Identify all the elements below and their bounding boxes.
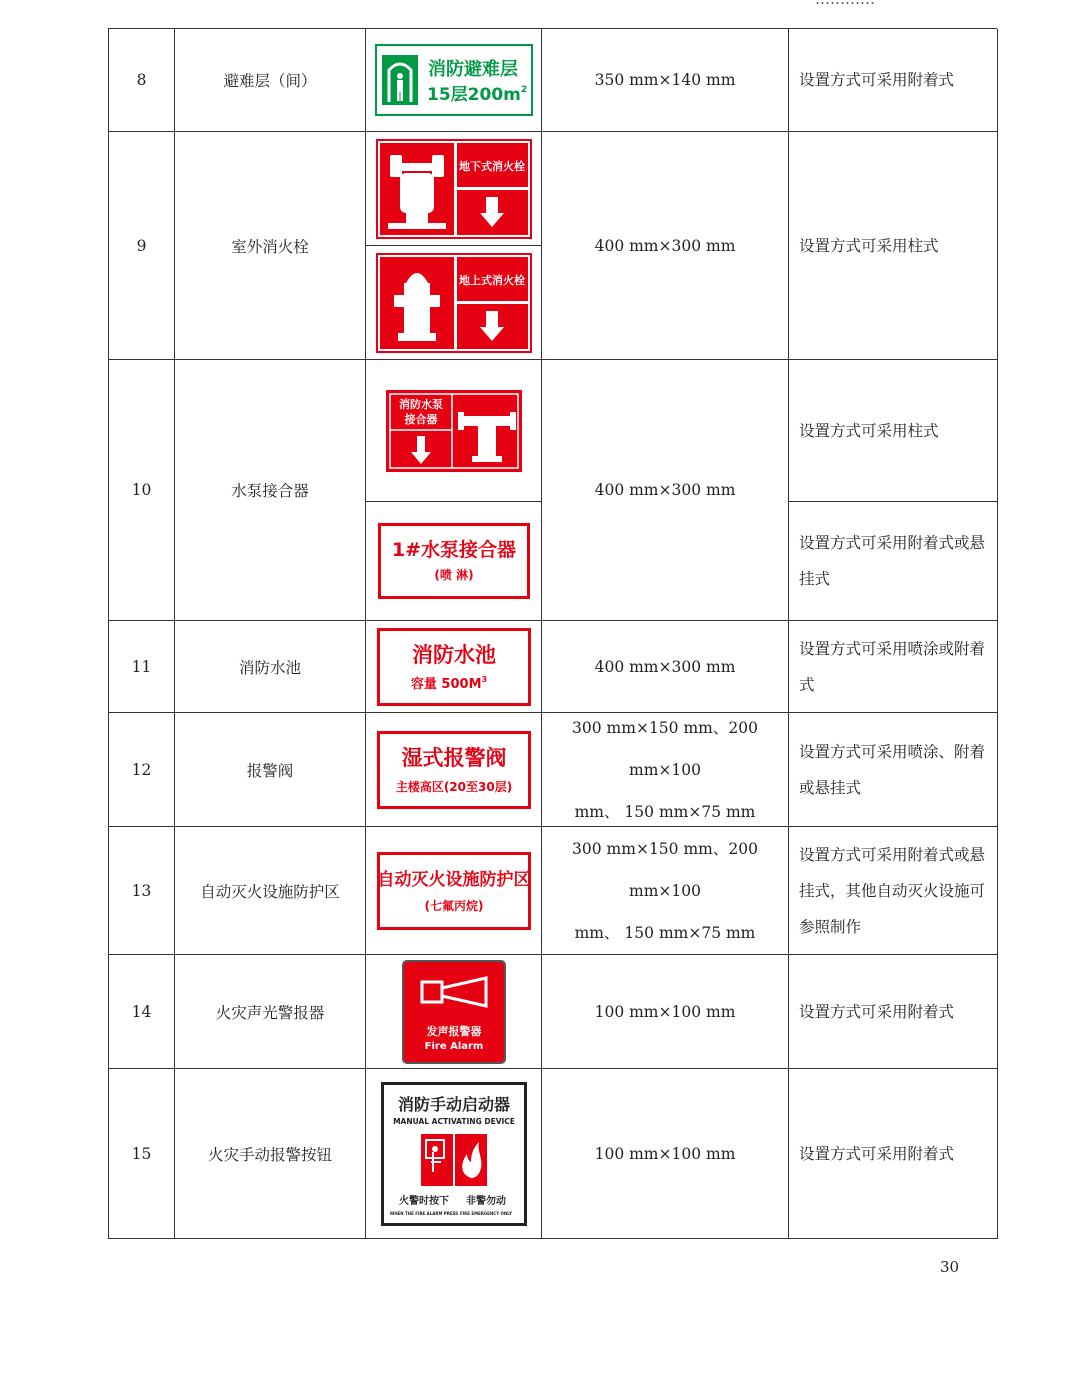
- row-method: 设置方式可采用柱式: [789, 360, 998, 502]
- sign-label-en: Fire Alarm: [424, 1040, 483, 1052]
- underground-hydrant-sign: [366, 132, 542, 246]
- sign-bottom-left: 火警时按下: [398, 1195, 449, 1207]
- row-name: 火灾声光警报器: [175, 955, 366, 1069]
- row-name: 火灾手动报警按钮: [175, 1069, 366, 1239]
- sign-title: 湿式报警阀: [401, 745, 506, 770]
- pump-connector-graphic: [386, 390, 522, 472]
- fire-pool-graphic: [377, 628, 531, 706]
- aboveground-hydrant-sign: [366, 246, 542, 360]
- auto-extinguish-zone-sign: [366, 827, 542, 955]
- sign-subtitle: 容量 $500M^3$: [410, 674, 487, 692]
- sign-subtitle: (七氟丙烷): [424, 898, 483, 913]
- row-number: 9: [109, 132, 175, 360]
- manual-activator-graphic: [381, 1082, 527, 1226]
- size-line: 300 mm×150 mm、200 mm×100: [572, 718, 758, 779]
- page-number: 30: [940, 1258, 960, 1276]
- sign-title: 消防水池: [411, 642, 496, 667]
- row-method: 设置方式可采用附着式或悬挂式，其他自动灭火设施可参照制作: [789, 827, 998, 955]
- row-number: 11: [109, 621, 175, 713]
- row-method: 设置方式可采用附着式: [789, 1069, 998, 1239]
- size-line: 300 mm×150 mm、200 mm×100: [572, 839, 758, 900]
- size-line: mm、 150 mm×75 mm: [574, 923, 756, 942]
- row-size: [542, 713, 789, 827]
- underground-hydrant-graphic: [376, 139, 532, 239]
- row-number: 13: [109, 827, 175, 955]
- auto-extinguish-zone-graphic: [377, 852, 531, 930]
- row-number: 14: [109, 955, 175, 1069]
- row-number: 12: [109, 713, 175, 827]
- fire-alarm-sign: [366, 955, 542, 1069]
- fire-pool-sign: [366, 621, 542, 713]
- sign-small-right: FIRE EMERGENCY ONLY: [459, 1210, 512, 1216]
- row-size: 400 mm×300 mm: [542, 360, 789, 621]
- row-number: 15: [109, 1069, 175, 1239]
- sign-line1: 消防水泵: [398, 397, 443, 411]
- sign-title: 消防手动启动器: [397, 1094, 510, 1114]
- pump-connector-sign: [366, 360, 542, 502]
- row-size: [542, 827, 789, 955]
- alarm-valve-graphic: [377, 731, 531, 809]
- person-icon: [397, 73, 403, 79]
- sign-title: 消防避难层: [427, 59, 518, 80]
- row-number: 10: [109, 360, 175, 621]
- row-name: 消防水池: [175, 621, 366, 713]
- row-name: 自动灭火设施防护区: [175, 827, 366, 955]
- sign-subtitle: 主楼高区(20至30层): [395, 779, 512, 794]
- sign-line2: 接合器: [404, 412, 437, 426]
- sign-title: 自动灭火设施防护区: [377, 869, 530, 890]
- fire-sign-table: [108, 28, 997, 1239]
- row-size: 350 mm×140 mm: [542, 29, 789, 132]
- sign-label-cn: 发声报警器: [426, 1024, 481, 1038]
- row-method: 设置方式可采用附着式: [789, 29, 998, 132]
- refuge-floor-sign-graphic: [375, 44, 533, 116]
- row-size: 400 mm×300 mm: [542, 621, 789, 713]
- refuge-floor-sign: [366, 29, 542, 132]
- aboveground-hydrant-graphic: [376, 253, 532, 353]
- row-size: 100 mm×100 mm: [542, 1069, 789, 1239]
- row-number: 8: [109, 29, 175, 132]
- row-name: 室外消火栓: [175, 132, 366, 360]
- row-name: 避难层（间）: [175, 29, 366, 132]
- sign-subtitle: (喷 淋): [433, 568, 474, 582]
- row-method: 设置方式可采用喷涂、附着或悬挂式: [789, 713, 998, 827]
- row-size: 400 mm×300 mm: [542, 132, 789, 360]
- row-method: 设置方式可采用附着式或悬挂式: [789, 502, 998, 621]
- pump-connector-label-sign: [366, 502, 542, 621]
- alarm-valve-sign: [366, 713, 542, 827]
- sign-title-en: MANUAL ACTIVATING DEVICE: [392, 1116, 515, 1126]
- flame-icon: [455, 1134, 487, 1186]
- row-method: 设置方式可采用喷涂或附着式: [789, 621, 998, 713]
- sign-label: 地上式消火栓: [458, 273, 525, 287]
- manual-activator-sign: [366, 1069, 542, 1239]
- sign-title: 1#水泵接合器: [391, 539, 516, 561]
- size-line: mm、 150 mm×75 mm: [574, 802, 756, 821]
- row-method: 设置方式可采用附着式: [789, 955, 998, 1069]
- row-method: 设置方式可采用柱式: [789, 132, 998, 360]
- sign-subtitle: 15层$200m^2$: [426, 85, 527, 105]
- row-name: 报警阀: [175, 713, 366, 827]
- row-name: 水泵接合器: [175, 360, 366, 621]
- pump-connector-label-graphic: [378, 523, 530, 599]
- row-size: 100 mm×100 mm: [542, 955, 789, 1069]
- sign-label: 地下式消火栓: [458, 159, 525, 173]
- sign-small-left: WHEN THE FIRE ALARM PRESS: [389, 1210, 458, 1216]
- fire-alarm-graphic: [402, 960, 506, 1064]
- sign-bottom-right: 非警勿动: [465, 1195, 506, 1207]
- running-header: [815, 0, 875, 8]
